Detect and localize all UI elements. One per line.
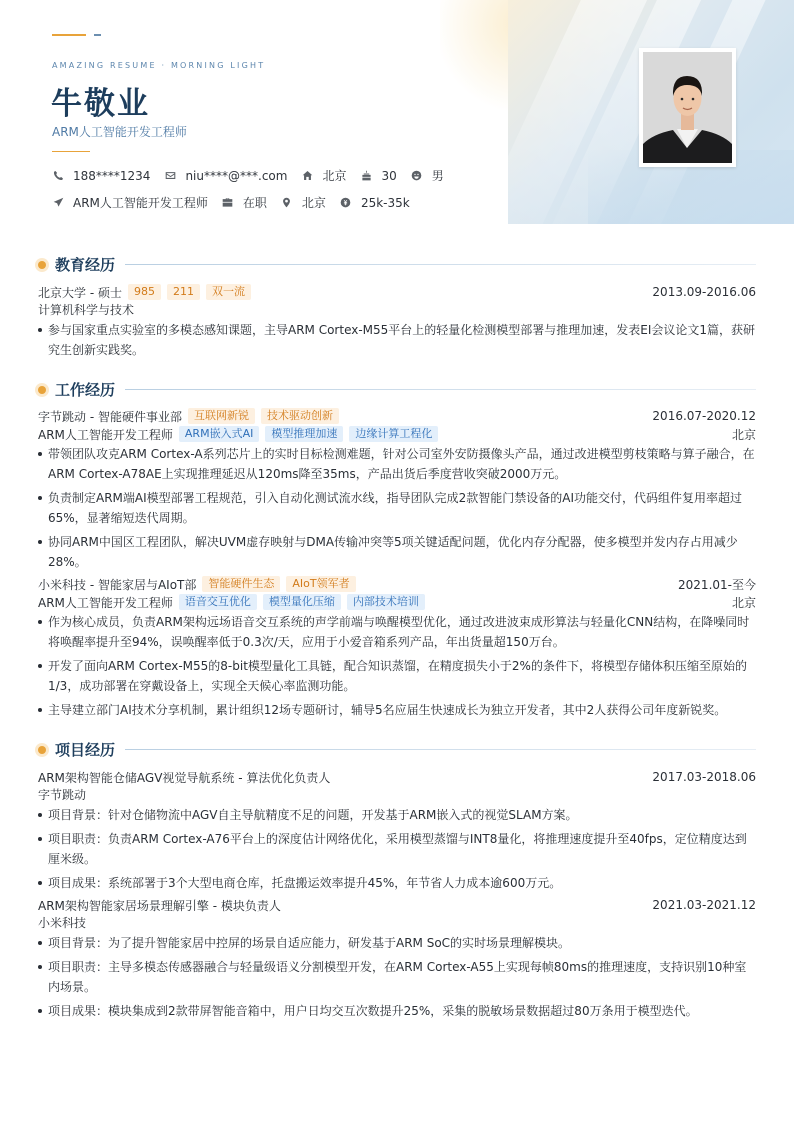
cake-icon: [360, 170, 372, 182]
bullet-item: 项目背景：针对仓储物流中AGV自主导航精度不足的问题，开发基于ARM嵌入式的视觉SLAM方案。: [38, 805, 756, 825]
accent-line-small: [94, 34, 101, 36]
project-entry: [38, 768, 756, 897]
skill-tag: 模型推理加速: [265, 426, 343, 442]
school-tag: 211: [167, 284, 200, 300]
briefcase-icon: [222, 197, 234, 209]
education-section-title: [38, 254, 756, 275]
job-dates: 2021.01-至今: [678, 577, 756, 592]
section-bullet-icon: [38, 386, 46, 394]
job-position: ARM人工智能开发工程师: [38, 427, 173, 442]
work-section-title: [38, 379, 756, 400]
major: 计算机科学与技术: [38, 303, 135, 317]
company-name: 字节跳动 - 智能硬件事业部: [38, 409, 182, 424]
job-position: ARM人工智能开发工程师: [38, 595, 173, 610]
section-rule: [125, 264, 756, 265]
job-position-line: [38, 425, 756, 443]
school-tag: 双一流: [206, 284, 251, 300]
project-name-role: ARM架构智能家居场景理解引擎 - 模块负责人: [38, 898, 281, 913]
section-heading: 教育经历: [55, 256, 116, 274]
profile-photo: [639, 48, 736, 167]
job-position-line: [38, 593, 756, 611]
school-degree: 北京大学 - 硕士: [38, 285, 122, 300]
status-item: [222, 194, 267, 211]
bullet-item: 项目职责：负责ARM Cortex-A76平台上的深度估计网络优化，采用模型蒸馏与INT8量化，将推理速度提升至40fps，定位精度达到厘米级。: [38, 829, 756, 869]
location-pin-icon: [281, 197, 293, 209]
home-icon: [301, 170, 313, 182]
bullet-item: 项目职责：主导多模态传感器融合与轻量级语义分割模型开发，在ARM Cortex-A55上实现每帧80ms的推理速度，支持识别10种室内场景。: [38, 957, 756, 997]
bullet-item: 带领团队攻克ARM Cortex-A系列芯片上的实时目标检测难题，针对公司室外安防摄像头产品，通过改进模型剪枝策略与算子融合，在ARM Cortex-A78AE上实现推理延迟从120ms降至35ms，产品出货后季度营收突破2000万元。: [38, 444, 756, 484]
bullet-item: 主导建立部门AI技术分享机制，累计组织12场专题研讨，辅导5名应届生快速成长为独立开发者，其中2人获得公司年度新锐奖。: [38, 700, 756, 720]
job-dates: 2016.07-2020.12: [652, 409, 756, 423]
project-dates: 2021.03-2021.12: [652, 898, 756, 912]
email-text: niu****@***.com: [185, 168, 288, 183]
section-heading: 项目经历: [55, 741, 116, 759]
target-city-item: [281, 194, 326, 211]
age-item: [360, 169, 396, 183]
project-bullets: [38, 933, 756, 1021]
resume-header: [0, 0, 794, 224]
phone-text: 188****1234: [73, 168, 151, 183]
bullet-item: 负责制定ARM端AI模型部署工程规范，引入自动化测试流水线，指导团队完成2款智能门禁设备的AI功能交付，代码组件复用率超过65%，显著缩短迭代周期。: [38, 488, 756, 528]
target-city-text: 北京: [301, 196, 326, 210]
job-bullets: [38, 444, 756, 572]
project-entry: [38, 896, 756, 1025]
skill-tag: 边缘计算工程化: [349, 426, 438, 442]
project-org: 小米科技: [38, 916, 87, 930]
company-tag: AIoT领军者: [286, 576, 355, 592]
status-text: 在职: [242, 196, 267, 210]
job-company-line: [38, 575, 756, 593]
gender-item: [411, 167, 444, 184]
section-heading: 工作经历: [55, 381, 116, 399]
project-header-line: [38, 896, 756, 914]
job-city: 北京: [731, 595, 756, 610]
project-bullets: [38, 805, 756, 893]
gender-icon: [411, 170, 423, 182]
phone-item: [52, 169, 150, 183]
bullet-item: 项目成果：模块集成到2款带屏智能音箱中，用户日均交互次数提升25%，采集的脱敏场景数据超过80万条用于模型迭代。: [38, 1001, 756, 1021]
section-bullet-icon: [38, 261, 46, 269]
job-company-line: [38, 407, 756, 425]
project-dates: 2017.03-2018.06: [652, 770, 756, 784]
school-tag: 985: [128, 284, 161, 300]
bullet-item: 参与国家重点实验室的多模态感知课题，主导ARM Cortex-M55平台上的轻量化检测模型部署与推理加速，发表EI会议论文1篇，获研究生创新实践奖。: [38, 320, 756, 360]
skill-tag: 模型量化压缩: [263, 594, 341, 610]
company-tag: 互联网新锐: [188, 408, 255, 424]
bullet-item: 项目成果：系统部署于3个大型电商仓库，托盘搬运效率提升45%，年节省人力成本逾600万元。: [38, 873, 756, 893]
salary-text: 25k-35k: [360, 195, 410, 210]
job-entry: [38, 407, 756, 576]
bullet-item: 开发了面向ARM Cortex-M55的8-bit模型量化工具链，配合知识蒸馏，在精度损失小于2%的条件下，将模型存储体积压缩至原始的1/3，成功部署在穿戴设备上，实现全天候心率监测功能。: [38, 656, 756, 696]
section-rule: [125, 389, 756, 390]
target-role-item: [52, 194, 208, 211]
send-icon: [52, 197, 64, 209]
skill-tag: 内部技术培训: [347, 594, 425, 610]
education-bullets: [38, 320, 756, 360]
email-item: [164, 169, 287, 183]
candidate-name: 牛敬业: [51, 86, 150, 122]
bullet-item: 协同ARM中国区工程团队，解决UVM虚存映射与DMA传输冲突等5项关键适配问题，优化内存分配器，使多模型并发内存占用减少28%。: [38, 532, 756, 572]
skill-tag: 语音交互优化: [179, 594, 257, 610]
education-entry: [38, 283, 756, 364]
portrait-image: [643, 52, 732, 163]
email-icon: [164, 170, 176, 182]
target-role-text: ARM人工智能开发工程师: [73, 196, 208, 210]
name-divider: [52, 151, 90, 152]
contact-row: [52, 167, 458, 184]
company-tag: 技术驱动创新: [261, 408, 339, 424]
job-bullets: [38, 612, 756, 720]
company-tag: 智能硬件生态: [202, 576, 280, 592]
education-dates: 2013.09-2016.06: [652, 285, 756, 299]
bullet-item: 项目背景：为了提升智能家居中控屏的场景自适应能力，研发基于ARM SoC的实时场景理解模块。: [38, 933, 756, 953]
project-name-role: ARM架构智能仓储AGV视觉导航系统 - 算法优化负责人: [38, 770, 331, 785]
salary-icon: [340, 197, 352, 209]
hometown-text: 北京: [322, 169, 347, 183]
job-intent-row: [52, 194, 424, 211]
education-header-line: [38, 283, 756, 301]
age-text: 30: [381, 168, 397, 183]
section-rule: [125, 749, 756, 750]
project-org: 字节跳动: [38, 788, 87, 802]
company-name: 小米科技 - 智能家居与AIoT部: [38, 577, 197, 592]
section-bullet-icon: [38, 746, 46, 754]
salary-item: [340, 196, 410, 210]
candidate-role: ARM人工智能开发工程师: [52, 125, 187, 139]
skill-tag: ARM嵌入式AI: [179, 426, 259, 442]
job-city: 北京: [731, 427, 756, 442]
hometown-item: [301, 167, 346, 184]
accent-line: [52, 34, 86, 36]
phone-icon: [52, 170, 64, 182]
projects-section-title: [38, 739, 756, 760]
project-header-line: [38, 768, 756, 786]
job-entry: [38, 575, 756, 724]
bullet-item: 作为核心成员，负责ARM架构远场语音交互系统的声学前端与唤醒模型优化，通过改进波束成形算法与轻量化CNN结构，在降噪同时将唤醒率提升至94%，误唤醒率低于0.3次/天，应用于小爱音箱系列产品，年出货量超150万台。: [38, 612, 756, 652]
tagline: AMAZING RESUME · MORNING LIGHT: [52, 61, 266, 70]
gender-text: 男: [431, 169, 444, 183]
